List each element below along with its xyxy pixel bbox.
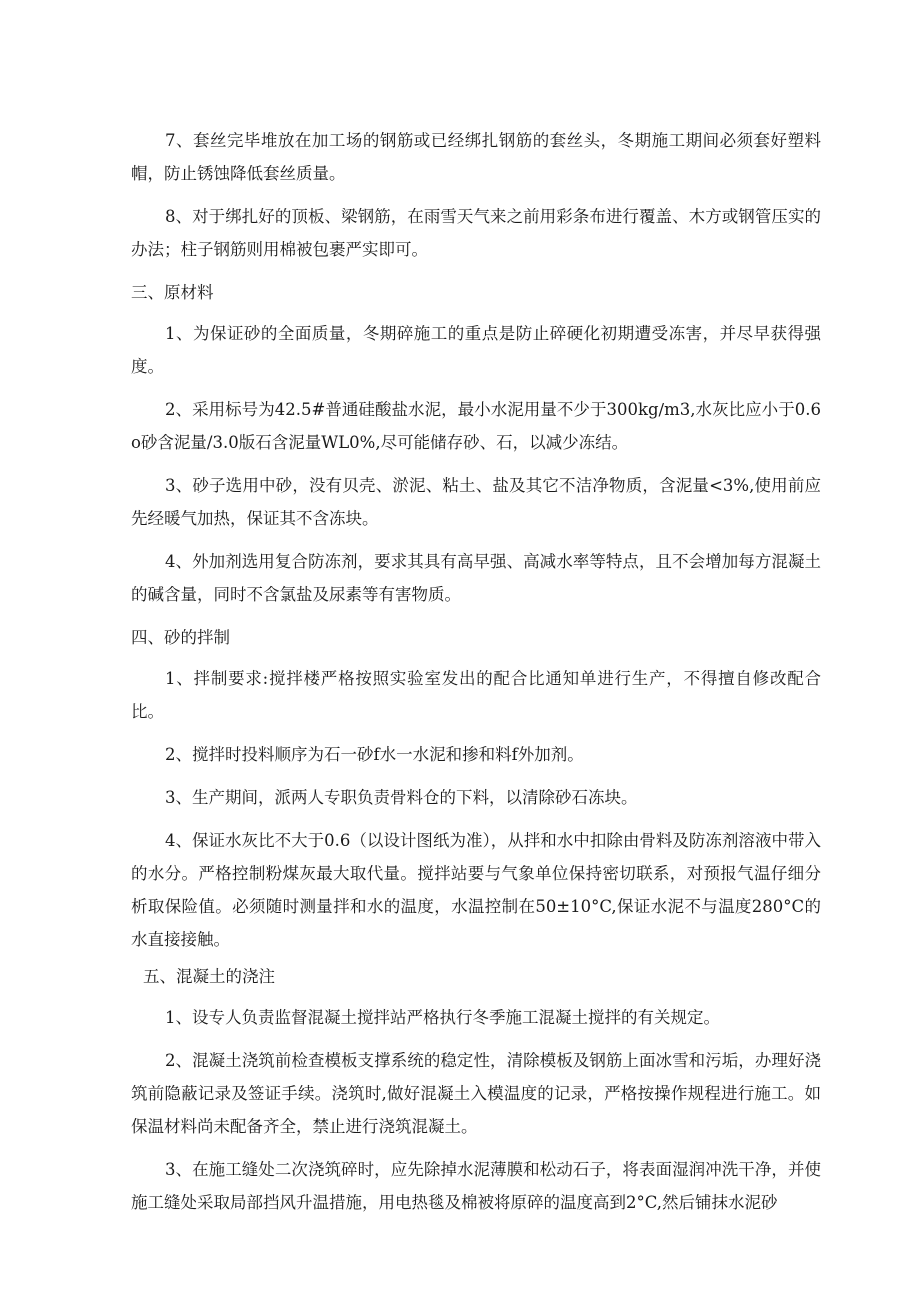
paragraph-cement-spec: 2、采用标号为42.5#普通硅酸盐水泥，最小水泥用量不少于300kg∕m3,水灰比应小于0.6o砂含泥量/3.0版石含泥量WL0%,尽可能储存砂、石，以减少冻结。 [131,400,821,452]
paragraph-supervision: 1、设专人负责监督混凝土搅拌站严格执行冬季施工混凝土搅拌的有关规定。 [165,1008,720,1027]
paragraph-rebar-thread-caps: 7、套丝完毕堆放在加工场的钢筋或已经绑扎钢筋的套丝头，冬期施工期间必须套好塑料帽，防止锈蚀降低套丝质量。 [131,131,821,183]
paragraph-mixing-requirements: 1、拌制要求:搅拌楼严格按照实验室发出的配合比通知单进行生产，不得擅自修改配合比。 [131,669,821,721]
document-body [131,124,821,1229]
paragraph-sand-spec: 3、砂子选用中砂，没有贝壳、淤泥、粘土、盐及其它不洁净物质，含泥量<3%,使用前应先经暖气加热，保证其不含冻块。 [131,476,821,528]
section-heading-raw-materials: 三、原材料 [131,283,214,302]
section-heading-mixing: 四、砂的拌制 [131,628,230,647]
paragraph-admixture-spec: 4、外加剂选用复合防冻剂，要求其具有高早强、高减水率等特点，且不会增加每方混凝土的碱含量，同时不含氯盐及尿素等有害物质。 [131,552,821,604]
paragraph-water-cement-ratio: 4、保证水灰比不大于0.6（以设计图纸为准），从拌和水中扣除由骨料及防冻剂溶液中带入的水分。严格控制粉煤灰最大取代量。搅拌站要与气象单位保持密切联系，对预报气温仔细分析取保险值。必须随时测量拌和水的温度，水温控制在50±10°C,保证水泥不与温度280°C的水直接接触。 [131,831,821,949]
paragraph-construction-joint: 3、在施工缝处二次浇筑碎时，应先除掉水泥薄膜和松动石子，将表面湿润冲洗干净，并使施工缝处采取局部挡风升温措施，用电热毯及棉被将原碎的温度高到2°C,然后铺抹水泥砂 [131,1160,821,1212]
paragraph-feeding-order: 2、搅拌时投料顺序为石一砂f水一水泥和掺和料f外加剂。 [165,745,584,764]
paragraph-rebar-covering: 8、对于绑扎好的顶板、梁钢筋，在雨雪天气来之前用彩条布进行覆盖、木方或钢管压实的办法；柱子钢筋则用棉被包裹严实即可。 [131,207,821,259]
section-heading-pouring: 五、混凝土的浇注 [143,967,275,986]
paragraph-pre-pour-inspection: 2、混凝土浇筑前检查模板支撑系统的稳定性，清除模板及钢筋上面冰雪和污垢，办理好浇筑前隐蔽记录及签证手续。浇筑时,做好混凝土入模温度的记录，严格按操作规程进行施工。如保温材料尚未配备齐全，禁止进行浇筑混凝土。 [131,1051,821,1136]
paragraph-aggregate-bin: 3、生产期间，派两人专职负责骨料仓的下料，以清除砂石冻块。 [165,788,638,807]
paragraph-quality-assurance: 1、为保证砂的全面质量，冬期碎施工的重点是防止碎硬化初期遭受冻害，并尽早获得强度。 [131,324,821,376]
